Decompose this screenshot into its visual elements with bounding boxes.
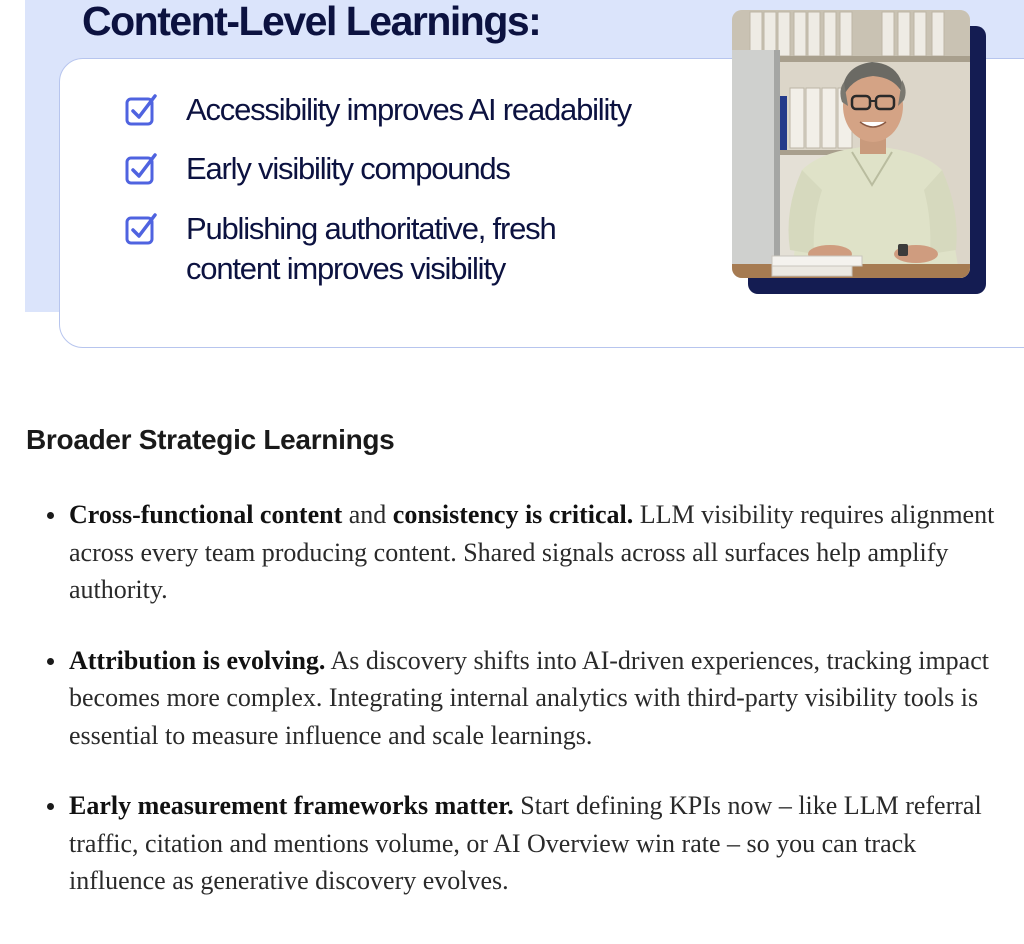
bullet-text: and [342,500,393,529]
learning-item [124,209,555,289]
list-item [44,496,1004,609]
bullet-text: LLM visibility requires alignment across every team producing content. Shared signals across all surfaces help amplify authority. [69,500,995,604]
bullet-bold-text: Early measurement frameworks matter. [69,791,514,820]
learning-text: Accessibility improves AI readability [186,92,631,127]
bullet-text: As discovery shifts into AI-driven experiences, tracking impact becomes more complex. Integrating internal analytics with third-party visibility tools is essential to measure influence and scale learnings. [69,645,989,750]
checkbox-checked-icon [124,92,160,128]
man-at-desk-photo [732,10,970,278]
portrait-photo [732,10,986,294]
banner-title: Content-Level Learnings: [82,0,541,44]
learning-item [124,90,631,130]
list-item [44,787,1004,900]
learning-text-line: Publishing authoritative, fresh [186,211,556,246]
learning-text-line: content improves visibility [186,251,506,286]
learning-item [124,149,510,189]
list-item [44,642,1004,755]
bullet-bold-text: Attribution is evolving. [69,645,326,675]
checkbox-checked-icon [124,211,160,247]
bullet-bold-text: consistency is critical. [392,500,634,529]
bullet-text: Start defining KPIs now – like LLM referral traffic, citation and mentions volume, or AI Overview win rate – so you can track influence as generative discovery evolves. [69,791,982,895]
section-heading: Broader Strategic Learnings [26,424,395,455]
learning-text: Early visibility compounds [186,151,510,186]
checkbox-checked-icon [124,151,160,187]
learning-text [186,209,555,289]
learnings-bullet-list [44,496,1004,900]
bullet-bold-text: Cross-functional content [69,500,343,529]
